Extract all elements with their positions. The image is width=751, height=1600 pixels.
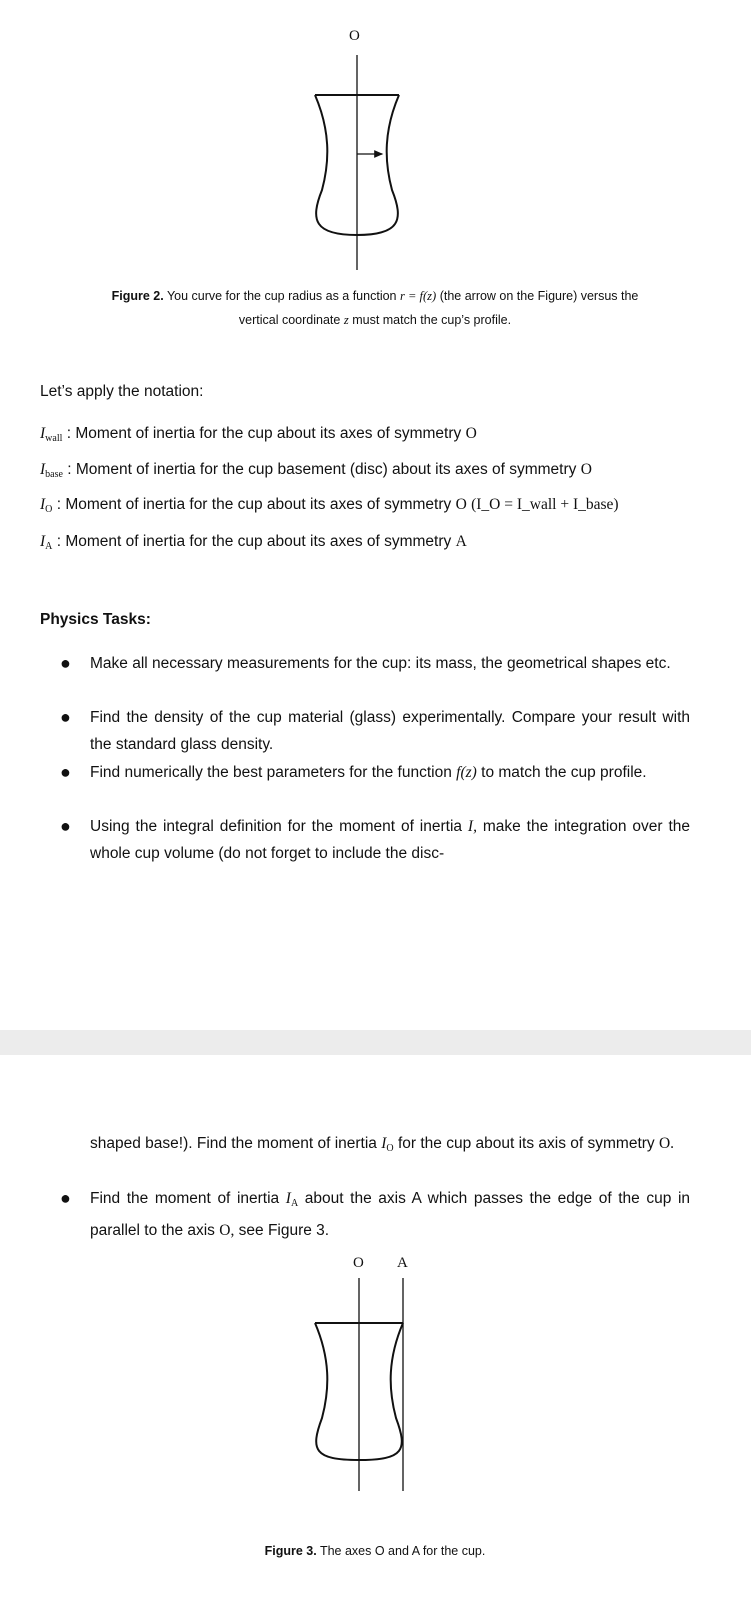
io-sum-formula: (I_O = I_wall + I_base) — [471, 496, 619, 513]
bullet-icon: ● — [60, 816, 71, 836]
notation-item-base: $I_{base}$ : Moment of inertia for the cup basement (disc) about its axes of symmetry O — [40, 461, 592, 480]
notation-item-wall: $I_{wall}$ : Moment of inertia for the cup about its axes of symmetry O — [40, 425, 477, 444]
bullet-icon: ● — [60, 653, 71, 673]
figure2-caption-label: Figure 2. — [111, 289, 164, 303]
figure3-caption: Figure 3. The axes O and A for the cup. — [264, 1544, 486, 1558]
bullet-icon: ● — [60, 707, 71, 727]
figure2-axis-label: O — [349, 28, 360, 44]
notation-intro: Let’s apply the notation: — [40, 383, 204, 400]
document-page-1: O Figure 2. You curve for the cup radius as a function r = f(z) (the arrow on the Figure) versus the vertical coordinate z must match the cup’s profile. Let’s apply the notation: $I_{wall}$ : Moment of inertia for the cup about its axes of symmetry O $I_{base}$ : Moment of inertia for the cup basement (disc) about its axes of symmetry O $I_O$ : Moment of inertia for the cup about its axes of symmetry O (I_O = I_wall + I_base) $I_A$ : Moment of inertia for the cup about its axes of symmetry A Physics Tasks: ● Make all necessary measurements for the cup: its mass, the geometrical shapes etc. ● Find the density of the cup material (glass) experimentally. Compare your result with the standard glass density. ● Find numerically the best parameters for the function f(z) to match the cup profile. ● Using the integral definition for the moment of inertia I, make the integration over the whole cup volume (do not forget to include the disc- — [0, 0, 751, 1030]
notation-item-a: $I_A$ : Moment of inertia for the cup about its axes of symmetry A — [40, 533, 467, 552]
figure3-caption-label: Figure 3. — [264, 1544, 317, 1558]
figure3-axis-o-label: O — [353, 1255, 364, 1271]
figure2-cup-drawing — [300, 55, 420, 275]
page-break — [0, 1030, 751, 1055]
figure3-axis-a-label: A — [397, 1255, 408, 1271]
figure2-caption: Figure 2. You curve for the cup radius as a function r = f(z) (the arrow on the Figure) versus the vertical coordinate z must match the cup’s profile. — [111, 289, 639, 327]
bullet-icon: ● — [60, 762, 71, 782]
tasks-heading: Physics Tasks: — [40, 611, 151, 628]
document-page-2: shaped base!). Find the moment of inertia $I_O$ for the cup about its axis of symmetry O. ● Find the moment of inertia $I_A$ about the axis A which passes the edge of the cup in parallel to the axis O, see Figure 3. O A Figure 3. The axes O and A for the cup. — [0, 1055, 751, 1600]
radius-formula: r = f(z) — [399, 289, 437, 303]
notation-item-o: $I_O$ : Moment of inertia for the cup about its axes of symmetry O (I_O = I_wall + I_base) — [40, 496, 619, 515]
bullet-icon: ● — [60, 1188, 71, 1208]
figure3-cup-drawing — [300, 1278, 420, 1498]
